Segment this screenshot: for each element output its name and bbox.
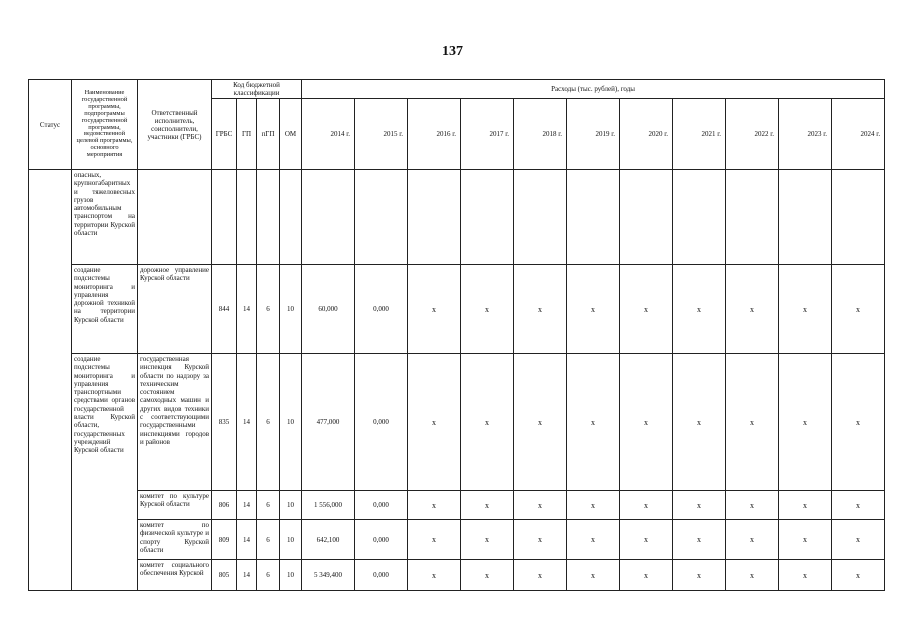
header-year: 2017 г. xyxy=(461,99,514,170)
expense-cell xyxy=(567,170,620,265)
table-row xyxy=(29,265,885,354)
expense-cell: x xyxy=(673,520,726,560)
header-year: 2019 г. xyxy=(567,99,620,170)
program-name-cell: создание подсистемы мониторинга и управления транспортными средствами органов государственной власти Курской области, государственных учреждений Курской области xyxy=(72,354,138,591)
expense-cell: x xyxy=(620,520,673,560)
expense-cell: x xyxy=(567,520,620,560)
expense-cell: x xyxy=(461,265,514,354)
expense-cell: x xyxy=(461,354,514,491)
expense-cell xyxy=(355,170,408,265)
expense-cell xyxy=(779,170,832,265)
expense-cell: x xyxy=(461,520,514,560)
header-year: 2018 г. xyxy=(514,99,567,170)
expense-cell: x xyxy=(567,491,620,520)
expense-cell: x xyxy=(567,265,620,354)
header-code-pgp: пГП xyxy=(257,99,280,170)
expense-cell: 0,000 xyxy=(355,520,408,560)
expense-cell xyxy=(461,170,514,265)
responsible-cell: комитет по физической культуре и спорту Курской области xyxy=(138,520,212,560)
expense-cell: x xyxy=(726,560,779,591)
expense-cell: x xyxy=(726,520,779,560)
expense-cell: x xyxy=(832,560,885,591)
expense-cell: x xyxy=(673,265,726,354)
expense-cell: x xyxy=(726,491,779,520)
header-year: 2020 г. xyxy=(620,99,673,170)
expense-cell: 0,000 xyxy=(355,491,408,520)
table-row xyxy=(29,354,885,491)
expense-cell: x xyxy=(620,560,673,591)
header-code-om: ОМ xyxy=(280,99,302,170)
code-om-cell: 10 xyxy=(280,491,302,520)
code-gp-cell: 14 xyxy=(237,354,257,491)
code-om-cell: 10 xyxy=(280,520,302,560)
expense-cell: 642,100 xyxy=(302,520,355,560)
code-pgp-cell: 6 xyxy=(257,491,280,520)
expense-cell: x xyxy=(832,354,885,491)
expense-cell: x xyxy=(620,265,673,354)
expense-cell xyxy=(726,170,779,265)
expense-cell: x xyxy=(779,491,832,520)
responsible-cell: комитет по культуре Курской области xyxy=(138,491,212,520)
table-row xyxy=(29,560,885,591)
expense-cell: 0,000 xyxy=(355,560,408,591)
code-gp-cell: 14 xyxy=(237,520,257,560)
code-pgp-cell: 6 xyxy=(257,354,280,491)
expense-cell: x xyxy=(514,520,567,560)
expense-cell xyxy=(673,170,726,265)
header-budget-code: Код бюджетной классификации xyxy=(212,80,302,99)
responsible-cell: дорожное управление Курской области xyxy=(138,265,212,354)
expense-cell: x xyxy=(832,491,885,520)
expense-cell: x xyxy=(408,354,461,491)
expense-cell: x xyxy=(832,520,885,560)
code-grbs-cell: 835 xyxy=(212,354,237,491)
header-year: 2016 г. xyxy=(408,99,461,170)
expense-cell: x xyxy=(779,265,832,354)
expense-cell: x xyxy=(673,491,726,520)
code-grbs-cell: 844 xyxy=(212,265,237,354)
header-year: 2023 г. xyxy=(779,99,832,170)
expense-cell: 1 556,000 xyxy=(302,491,355,520)
expense-cell: x xyxy=(673,560,726,591)
expense-cell: x xyxy=(673,354,726,491)
code-om-cell xyxy=(280,170,302,265)
code-gp-cell: 14 xyxy=(237,265,257,354)
status-cell xyxy=(29,170,72,591)
code-grbs-cell: 809 xyxy=(212,520,237,560)
header-year: 2024 г. xyxy=(832,99,885,170)
table-row xyxy=(29,520,885,560)
responsible-cell: комитет социального обеспечения Курской xyxy=(138,560,212,591)
responsible-cell xyxy=(138,170,212,265)
expense-cell: x xyxy=(408,560,461,591)
expense-cell: 477,000 xyxy=(302,354,355,491)
expense-cell: x xyxy=(514,265,567,354)
expense-cell: 60,000 xyxy=(302,265,355,354)
expense-cell: x xyxy=(620,491,673,520)
expense-cell: x xyxy=(726,265,779,354)
header-responsible: Ответственный исполнитель, соисполнители, участники (ГРБС) xyxy=(138,80,212,170)
page-number: 137 xyxy=(442,44,463,59)
header-code-gp: ГП xyxy=(237,99,257,170)
header-year: 2021 г. xyxy=(673,99,726,170)
expense-cell xyxy=(408,170,461,265)
header-expenses: Расходы (тыс. рублей), годы xyxy=(302,80,885,99)
code-grbs-cell: 805 xyxy=(212,560,237,591)
expense-cell: 0,000 xyxy=(355,354,408,491)
header-code-grbs: ГРБС xyxy=(212,99,237,170)
expense-cell: x xyxy=(567,354,620,491)
code-gp-cell: 14 xyxy=(237,491,257,520)
code-om-cell: 10 xyxy=(280,354,302,491)
responsible-cell: государственная инспекция Курской области по надзору за техническим состоянием самоходных машин и других видов техники с соответствующими государственными инспекциями городов и районов xyxy=(138,354,212,491)
expense-cell xyxy=(620,170,673,265)
expense-cell: x xyxy=(620,354,673,491)
expense-cell: x xyxy=(567,560,620,591)
expense-cell xyxy=(832,170,885,265)
expense-cell: x xyxy=(408,491,461,520)
expense-cell: x xyxy=(726,354,779,491)
expense-cell xyxy=(514,170,567,265)
code-pgp-cell: 6 xyxy=(257,560,280,591)
code-grbs-cell: 806 xyxy=(212,491,237,520)
expense-cell: x xyxy=(514,354,567,491)
table-row xyxy=(29,491,885,520)
header-program-name: Наименование государственной программы, подпрограммы государственной программы, ведомственной целевой программы, основного мероприятия xyxy=(72,80,138,170)
expense-cell: x xyxy=(408,520,461,560)
expense-cell xyxy=(302,170,355,265)
code-om-cell: 10 xyxy=(280,560,302,591)
expense-cell: x xyxy=(779,354,832,491)
budget-table xyxy=(28,79,885,591)
expense-cell: x xyxy=(779,560,832,591)
expense-cell: x xyxy=(832,265,885,354)
code-pgp-cell: 6 xyxy=(257,265,280,354)
code-grbs-cell xyxy=(212,170,237,265)
header-year: 2014 г. xyxy=(302,99,355,170)
code-gp-cell xyxy=(237,170,257,265)
header-year: 2015 г. xyxy=(355,99,408,170)
program-name-cell: опасных, крупногабаритных и тяжеловесных грузов автомобильным транспортом на территории Курской области xyxy=(72,170,138,265)
code-om-cell: 10 xyxy=(280,265,302,354)
expense-cell: x xyxy=(461,491,514,520)
expense-cell: 5 349,400 xyxy=(302,560,355,591)
code-pgp-cell xyxy=(257,170,280,265)
expense-cell: x xyxy=(461,560,514,591)
code-gp-cell: 14 xyxy=(237,560,257,591)
expense-cell: 0,000 xyxy=(355,265,408,354)
expense-cell: x xyxy=(779,520,832,560)
expense-cell: x xyxy=(514,491,567,520)
table-row xyxy=(29,170,885,265)
program-name-cell: создание подсистемы мониторинга и управления дорожной техникой на территории Курской области xyxy=(72,265,138,354)
expense-cell: x xyxy=(408,265,461,354)
header-status: Статус xyxy=(29,80,72,170)
expense-cell: x xyxy=(514,560,567,591)
header-year: 2022 г. xyxy=(726,99,779,170)
code-pgp-cell: 6 xyxy=(257,520,280,560)
